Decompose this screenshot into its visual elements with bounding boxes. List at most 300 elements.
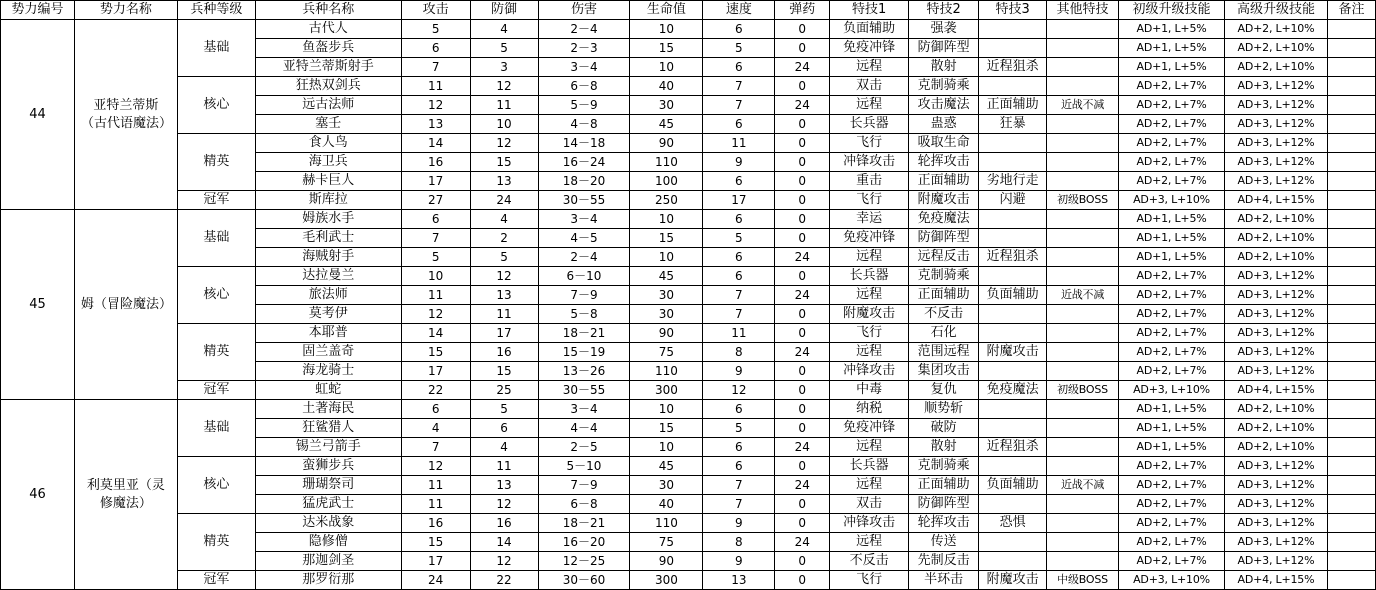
basic-upgrade-cell[interactable]: AD+2, L+7%: [1119, 77, 1225, 96]
note-cell[interactable]: [1327, 324, 1375, 343]
other-skill-cell[interactable]: [1047, 514, 1119, 533]
defense-cell[interactable]: 13: [470, 286, 538, 305]
skill1-cell[interactable]: 冲锋攻击: [830, 514, 909, 533]
advanced-upgrade-cell[interactable]: AD+4, L+15%: [1224, 191, 1327, 210]
defense-cell[interactable]: 12: [470, 552, 538, 571]
skill3-cell[interactable]: 近程狙杀: [979, 58, 1047, 77]
unit-tier-cell[interactable]: 核心: [177, 267, 255, 324]
defense-cell[interactable]: 5: [470, 248, 538, 267]
unit-name-cell[interactable]: 本耶普: [255, 324, 401, 343]
unit-tier-cell[interactable]: 冠军: [177, 571, 255, 590]
ammo-cell[interactable]: 0: [775, 552, 830, 571]
advanced-upgrade-cell[interactable]: AD+2, L+10%: [1224, 248, 1327, 267]
speed-cell[interactable]: 11: [703, 324, 775, 343]
attack-cell[interactable]: 11: [401, 77, 470, 96]
column-header[interactable]: 兵种等级: [177, 1, 255, 20]
hp-cell[interactable]: 30: [630, 476, 703, 495]
ammo-cell[interactable]: 0: [775, 267, 830, 286]
attack-cell[interactable]: 7: [401, 58, 470, 77]
column-header[interactable]: 弹药: [775, 1, 830, 20]
skill1-cell[interactable]: 飞行: [830, 571, 909, 590]
hp-cell[interactable]: 30: [630, 305, 703, 324]
unit-tier-cell[interactable]: 冠军: [177, 381, 255, 400]
damage-cell[interactable]: 18－21: [538, 324, 630, 343]
speed-cell[interactable]: 5: [703, 39, 775, 58]
skill1-cell[interactable]: 远程: [830, 96, 909, 115]
other-skill-cell[interactable]: [1047, 362, 1119, 381]
column-header[interactable]: 特技3: [979, 1, 1047, 20]
speed-cell[interactable]: 6: [703, 58, 775, 77]
hp-cell[interactable]: 90: [630, 552, 703, 571]
speed-cell[interactable]: 6: [703, 20, 775, 39]
attack-cell[interactable]: 27: [401, 191, 470, 210]
advanced-upgrade-cell[interactable]: AD+3, L+12%: [1224, 172, 1327, 191]
attack-cell[interactable]: 17: [401, 362, 470, 381]
column-header[interactable]: 伤害: [538, 1, 630, 20]
damage-cell[interactable]: 6－8: [538, 77, 630, 96]
skill3-cell[interactable]: [979, 362, 1047, 381]
unit-name-cell[interactable]: 海卫兵: [255, 153, 401, 172]
hp-cell[interactable]: 15: [630, 39, 703, 58]
unit-name-cell[interactable]: 赫卡巨人: [255, 172, 401, 191]
basic-upgrade-cell[interactable]: AD+1, L+5%: [1119, 400, 1225, 419]
skill1-cell[interactable]: 冲锋攻击: [830, 153, 909, 172]
skill3-cell[interactable]: 近程狙杀: [979, 248, 1047, 267]
hp-cell[interactable]: 45: [630, 267, 703, 286]
skill2-cell[interactable]: 克制骑乘: [909, 267, 979, 286]
advanced-upgrade-cell[interactable]: AD+3, L+12%: [1224, 115, 1327, 134]
skill3-cell[interactable]: [979, 134, 1047, 153]
skill3-cell[interactable]: [979, 495, 1047, 514]
other-skill-cell[interactable]: 近战不减: [1047, 286, 1119, 305]
damage-cell[interactable]: 16－20: [538, 533, 630, 552]
attack-cell[interactable]: 11: [401, 286, 470, 305]
unit-name-cell[interactable]: 达米战象: [255, 514, 401, 533]
damage-cell[interactable]: 4－4: [538, 419, 630, 438]
speed-cell[interactable]: 9: [703, 514, 775, 533]
attack-cell[interactable]: 5: [401, 248, 470, 267]
attack-cell[interactable]: 12: [401, 305, 470, 324]
faction-name-cell[interactable]: 利莫里亚（灵修魔法）: [74, 400, 177, 590]
other-skill-cell[interactable]: [1047, 172, 1119, 191]
unit-name-cell[interactable]: 亚特兰蒂斯射手: [255, 58, 401, 77]
skill1-cell[interactable]: 不反击: [830, 552, 909, 571]
skill1-cell[interactable]: 附魔攻击: [830, 305, 909, 324]
basic-upgrade-cell[interactable]: AD+2, L+7%: [1119, 362, 1225, 381]
unit-tier-cell[interactable]: 核心: [177, 77, 255, 134]
damage-cell[interactable]: 30－60: [538, 571, 630, 590]
advanced-upgrade-cell[interactable]: AD+2, L+10%: [1224, 400, 1327, 419]
damage-cell[interactable]: 13－26: [538, 362, 630, 381]
note-cell[interactable]: [1327, 457, 1375, 476]
unit-name-cell[interactable]: 猛虎武士: [255, 495, 401, 514]
other-skill-cell[interactable]: [1047, 438, 1119, 457]
skill1-cell[interactable]: 远程: [830, 286, 909, 305]
skill3-cell[interactable]: [979, 419, 1047, 438]
advanced-upgrade-cell[interactable]: AD+4, L+15%: [1224, 381, 1327, 400]
note-cell[interactable]: [1327, 191, 1375, 210]
damage-cell[interactable]: 16－24: [538, 153, 630, 172]
skill2-cell[interactable]: 散射: [909, 58, 979, 77]
faction-name-cell[interactable]: 亚特兰蒂斯（古代语魔法）: [74, 20, 177, 210]
speed-cell[interactable]: 6: [703, 248, 775, 267]
basic-upgrade-cell[interactable]: AD+3, L+10%: [1119, 381, 1225, 400]
basic-upgrade-cell[interactable]: AD+2, L+7%: [1119, 343, 1225, 362]
hp-cell[interactable]: 10: [630, 438, 703, 457]
skill2-cell[interactable]: 蛊惑: [909, 115, 979, 134]
basic-upgrade-cell[interactable]: AD+2, L+7%: [1119, 457, 1225, 476]
advanced-upgrade-cell[interactable]: AD+3, L+12%: [1224, 514, 1327, 533]
speed-cell[interactable]: 12: [703, 381, 775, 400]
defense-cell[interactable]: 5: [470, 39, 538, 58]
ammo-cell[interactable]: 24: [775, 58, 830, 77]
defense-cell[interactable]: 11: [470, 96, 538, 115]
advanced-upgrade-cell[interactable]: AD+3, L+12%: [1224, 77, 1327, 96]
skill3-cell[interactable]: [979, 324, 1047, 343]
ammo-cell[interactable]: 24: [775, 438, 830, 457]
attack-cell[interactable]: 12: [401, 96, 470, 115]
hp-cell[interactable]: 300: [630, 571, 703, 590]
other-skill-cell[interactable]: [1047, 134, 1119, 153]
skill1-cell[interactable]: 飞行: [830, 134, 909, 153]
other-skill-cell[interactable]: 近战不减: [1047, 476, 1119, 495]
damage-cell[interactable]: 5－9: [538, 96, 630, 115]
note-cell[interactable]: [1327, 77, 1375, 96]
basic-upgrade-cell[interactable]: AD+1, L+5%: [1119, 20, 1225, 39]
column-header[interactable]: 其他特技: [1047, 1, 1119, 20]
hp-cell[interactable]: 15: [630, 229, 703, 248]
skill1-cell[interactable]: 幸运: [830, 210, 909, 229]
note-cell[interactable]: [1327, 39, 1375, 58]
other-skill-cell[interactable]: [1047, 229, 1119, 248]
hp-cell[interactable]: 75: [630, 343, 703, 362]
skill3-cell[interactable]: [979, 552, 1047, 571]
column-header[interactable]: 特技2: [909, 1, 979, 20]
column-header[interactable]: 高级升级技能: [1224, 1, 1327, 20]
unit-name-cell[interactable]: 土著海民: [255, 400, 401, 419]
column-header[interactable]: 攻击: [401, 1, 470, 20]
skill2-cell[interactable]: 破防: [909, 419, 979, 438]
skill1-cell[interactable]: 远程: [830, 476, 909, 495]
unit-tier-cell[interactable]: 精英: [177, 134, 255, 191]
advanced-upgrade-cell[interactable]: AD+3, L+12%: [1224, 495, 1327, 514]
speed-cell[interactable]: 6: [703, 172, 775, 191]
ammo-cell[interactable]: 0: [775, 210, 830, 229]
damage-cell[interactable]: 7－9: [538, 286, 630, 305]
note-cell[interactable]: [1327, 248, 1375, 267]
unit-name-cell[interactable]: 珊瑚祭司: [255, 476, 401, 495]
defense-cell[interactable]: 24: [470, 191, 538, 210]
attack-cell[interactable]: 14: [401, 324, 470, 343]
attack-cell[interactable]: 16: [401, 514, 470, 533]
skill2-cell[interactable]: 不反击: [909, 305, 979, 324]
damage-cell[interactable]: 5－8: [538, 305, 630, 324]
skill3-cell[interactable]: [979, 77, 1047, 96]
ammo-cell[interactable]: 0: [775, 362, 830, 381]
unit-name-cell[interactable]: 莫考伊: [255, 305, 401, 324]
hp-cell[interactable]: 30: [630, 286, 703, 305]
skill2-cell[interactable]: 范围远程: [909, 343, 979, 362]
defense-cell[interactable]: 16: [470, 514, 538, 533]
other-skill-cell[interactable]: [1047, 77, 1119, 96]
skill1-cell[interactable]: 长兵器: [830, 457, 909, 476]
column-header[interactable]: 备注: [1327, 1, 1375, 20]
damage-cell[interactable]: 2－4: [538, 20, 630, 39]
hp-cell[interactable]: 10: [630, 58, 703, 77]
advanced-upgrade-cell[interactable]: AD+3, L+12%: [1224, 96, 1327, 115]
other-skill-cell[interactable]: [1047, 115, 1119, 134]
speed-cell[interactable]: 6: [703, 438, 775, 457]
skill2-cell[interactable]: 克制骑乘: [909, 457, 979, 476]
attack-cell[interactable]: 11: [401, 495, 470, 514]
advanced-upgrade-cell[interactable]: AD+3, L+12%: [1224, 457, 1327, 476]
note-cell[interactable]: [1327, 229, 1375, 248]
other-skill-cell[interactable]: [1047, 58, 1119, 77]
advanced-upgrade-cell[interactable]: AD+2, L+10%: [1224, 39, 1327, 58]
defense-cell[interactable]: 3: [470, 58, 538, 77]
basic-upgrade-cell[interactable]: AD+2, L+7%: [1119, 514, 1225, 533]
unit-name-cell[interactable]: 固兰盖奇: [255, 343, 401, 362]
basic-upgrade-cell[interactable]: AD+2, L+7%: [1119, 533, 1225, 552]
defense-cell[interactable]: 4: [470, 210, 538, 229]
note-cell[interactable]: [1327, 419, 1375, 438]
attack-cell[interactable]: 4: [401, 419, 470, 438]
unit-tier-cell[interactable]: 基础: [177, 400, 255, 457]
speed-cell[interactable]: 6: [703, 115, 775, 134]
skill1-cell[interactable]: 免疫冲锋: [830, 39, 909, 58]
skill2-cell[interactable]: 正面辅助: [909, 172, 979, 191]
column-header[interactable]: 生命值: [630, 1, 703, 20]
damage-cell[interactable]: 6－8: [538, 495, 630, 514]
ammo-cell[interactable]: 0: [775, 419, 830, 438]
defense-cell[interactable]: 16: [470, 343, 538, 362]
damage-cell[interactable]: 4－5: [538, 229, 630, 248]
defense-cell[interactable]: 2: [470, 229, 538, 248]
faction-id-cell[interactable]: 46: [1, 400, 75, 590]
attack-cell[interactable]: 13: [401, 115, 470, 134]
ammo-cell[interactable]: 24: [775, 96, 830, 115]
skill2-cell[interactable]: 远程反击: [909, 248, 979, 267]
skill3-cell[interactable]: 正面辅助: [979, 96, 1047, 115]
skill3-cell[interactable]: [979, 457, 1047, 476]
other-skill-cell[interactable]: [1047, 267, 1119, 286]
defense-cell[interactable]: 12: [470, 267, 538, 286]
damage-cell[interactable]: 30－55: [538, 191, 630, 210]
hp-cell[interactable]: 110: [630, 362, 703, 381]
skill2-cell[interactable]: 正面辅助: [909, 476, 979, 495]
basic-upgrade-cell[interactable]: AD+2, L+7%: [1119, 115, 1225, 134]
advanced-upgrade-cell[interactable]: AD+2, L+10%: [1224, 20, 1327, 39]
skill3-cell[interactable]: [979, 533, 1047, 552]
defense-cell[interactable]: 4: [470, 20, 538, 39]
unit-name-cell[interactable]: 虹蛇: [255, 381, 401, 400]
ammo-cell[interactable]: 24: [775, 476, 830, 495]
other-skill-cell[interactable]: [1047, 210, 1119, 229]
note-cell[interactable]: [1327, 115, 1375, 134]
skill3-cell[interactable]: [979, 20, 1047, 39]
note-cell[interactable]: [1327, 438, 1375, 457]
unit-name-cell[interactable]: 毛利武士: [255, 229, 401, 248]
other-skill-cell[interactable]: [1047, 39, 1119, 58]
column-header[interactable]: 兵种名称: [255, 1, 401, 20]
basic-upgrade-cell[interactable]: AD+2, L+7%: [1119, 476, 1225, 495]
other-skill-cell[interactable]: 初级BOSS: [1047, 381, 1119, 400]
basic-upgrade-cell[interactable]: AD+1, L+5%: [1119, 39, 1225, 58]
damage-cell[interactable]: 6－10: [538, 267, 630, 286]
basic-upgrade-cell[interactable]: AD+3, L+10%: [1119, 571, 1225, 590]
basic-upgrade-cell[interactable]: AD+1, L+5%: [1119, 210, 1225, 229]
skill2-cell[interactable]: 轮挥攻击: [909, 153, 979, 172]
speed-cell[interactable]: 6: [703, 210, 775, 229]
damage-cell[interactable]: 18－20: [538, 172, 630, 191]
skill1-cell[interactable]: 远程: [830, 248, 909, 267]
note-cell[interactable]: [1327, 400, 1375, 419]
skill2-cell[interactable]: 散射: [909, 438, 979, 457]
skill1-cell[interactable]: 重击: [830, 172, 909, 191]
speed-cell[interactable]: 9: [703, 552, 775, 571]
unit-name-cell[interactable]: 海龙骑士: [255, 362, 401, 381]
other-skill-cell[interactable]: 初级BOSS: [1047, 191, 1119, 210]
skill3-cell[interactable]: [979, 400, 1047, 419]
advanced-upgrade-cell[interactable]: AD+3, L+12%: [1224, 267, 1327, 286]
note-cell[interactable]: [1327, 153, 1375, 172]
defense-cell[interactable]: 6: [470, 419, 538, 438]
other-skill-cell[interactable]: [1047, 343, 1119, 362]
hp-cell[interactable]: 90: [630, 134, 703, 153]
advanced-upgrade-cell[interactable]: AD+3, L+12%: [1224, 324, 1327, 343]
speed-cell[interactable]: 6: [703, 400, 775, 419]
unit-name-cell[interactable]: 那罗衍那: [255, 571, 401, 590]
unit-tier-cell[interactable]: 精英: [177, 514, 255, 571]
skill2-cell[interactable]: 防御阵型: [909, 229, 979, 248]
speed-cell[interactable]: 7: [703, 305, 775, 324]
faction-name-cell[interactable]: 姆（冒险魔法）: [74, 210, 177, 400]
skill2-cell[interactable]: 吸取生命: [909, 134, 979, 153]
unit-name-cell[interactable]: 蛮狮步兵: [255, 457, 401, 476]
skill3-cell[interactable]: 狂暴: [979, 115, 1047, 134]
hp-cell[interactable]: 10: [630, 400, 703, 419]
other-skill-cell[interactable]: [1047, 20, 1119, 39]
attack-cell[interactable]: 15: [401, 533, 470, 552]
unit-name-cell[interactable]: 远古法师: [255, 96, 401, 115]
defense-cell[interactable]: 10: [470, 115, 538, 134]
basic-upgrade-cell[interactable]: AD+1, L+5%: [1119, 438, 1225, 457]
speed-cell[interactable]: 8: [703, 533, 775, 552]
attack-cell[interactable]: 14: [401, 134, 470, 153]
hp-cell[interactable]: 100: [630, 172, 703, 191]
note-cell[interactable]: [1327, 286, 1375, 305]
other-skill-cell[interactable]: [1047, 457, 1119, 476]
other-skill-cell[interactable]: 中级BOSS: [1047, 571, 1119, 590]
basic-upgrade-cell[interactable]: AD+1, L+5%: [1119, 248, 1225, 267]
attack-cell[interactable]: 11: [401, 476, 470, 495]
ammo-cell[interactable]: 0: [775, 115, 830, 134]
skill1-cell[interactable]: 飞行: [830, 324, 909, 343]
defense-cell[interactable]: 11: [470, 305, 538, 324]
faction-id-cell[interactable]: 44: [1, 20, 75, 210]
defense-cell[interactable]: 15: [470, 153, 538, 172]
basic-upgrade-cell[interactable]: AD+3, L+10%: [1119, 191, 1225, 210]
defense-cell[interactable]: 15: [470, 362, 538, 381]
basic-upgrade-cell[interactable]: AD+2, L+7%: [1119, 286, 1225, 305]
basic-upgrade-cell[interactable]: AD+2, L+7%: [1119, 96, 1225, 115]
skill1-cell[interactable]: 冲锋攻击: [830, 362, 909, 381]
damage-cell[interactable]: 2－3: [538, 39, 630, 58]
attack-cell[interactable]: 6: [401, 210, 470, 229]
advanced-upgrade-cell[interactable]: AD+2, L+10%: [1224, 229, 1327, 248]
column-header[interactable]: 初级升级技能: [1119, 1, 1225, 20]
speed-cell[interactable]: 7: [703, 495, 775, 514]
speed-cell[interactable]: 6: [703, 457, 775, 476]
skill3-cell[interactable]: 负面辅助: [979, 476, 1047, 495]
note-cell[interactable]: [1327, 476, 1375, 495]
damage-cell[interactable]: 12－25: [538, 552, 630, 571]
unit-name-cell[interactable]: 斯库拉: [255, 191, 401, 210]
column-header[interactable]: 特技1: [830, 1, 909, 20]
hp-cell[interactable]: 45: [630, 115, 703, 134]
hp-cell[interactable]: 40: [630, 495, 703, 514]
skill1-cell[interactable]: 长兵器: [830, 267, 909, 286]
basic-upgrade-cell[interactable]: AD+1, L+5%: [1119, 419, 1225, 438]
skill2-cell[interactable]: 攻击魔法: [909, 96, 979, 115]
advanced-upgrade-cell[interactable]: AD+3, L+12%: [1224, 362, 1327, 381]
defense-cell[interactable]: 25: [470, 381, 538, 400]
ammo-cell[interactable]: 0: [775, 134, 830, 153]
hp-cell[interactable]: 15: [630, 419, 703, 438]
note-cell[interactable]: [1327, 362, 1375, 381]
unit-tier-cell[interactable]: 核心: [177, 457, 255, 514]
note-cell[interactable]: [1327, 172, 1375, 191]
speed-cell[interactable]: 8: [703, 343, 775, 362]
ammo-cell[interactable]: 0: [775, 172, 830, 191]
unit-name-cell[interactable]: 隐修僧: [255, 533, 401, 552]
unit-name-cell[interactable]: 那迦剑圣: [255, 552, 401, 571]
hp-cell[interactable]: 10: [630, 20, 703, 39]
speed-cell[interactable]: 9: [703, 362, 775, 381]
advanced-upgrade-cell[interactable]: AD+4, L+15%: [1224, 571, 1327, 590]
skill1-cell[interactable]: 中毒: [830, 381, 909, 400]
note-cell[interactable]: [1327, 305, 1375, 324]
note-cell[interactable]: [1327, 533, 1375, 552]
skill3-cell[interactable]: [979, 305, 1047, 324]
note-cell[interactable]: [1327, 343, 1375, 362]
ammo-cell[interactable]: 0: [775, 191, 830, 210]
skill2-cell[interactable]: 防御阵型: [909, 39, 979, 58]
speed-cell[interactable]: 5: [703, 229, 775, 248]
unit-name-cell[interactable]: 达拉曼兰: [255, 267, 401, 286]
skill3-cell[interactable]: [979, 210, 1047, 229]
speed-cell[interactable]: 7: [703, 77, 775, 96]
basic-upgrade-cell[interactable]: AD+2, L+7%: [1119, 267, 1225, 286]
skill3-cell[interactable]: [979, 229, 1047, 248]
skill2-cell[interactable]: 克制骑乘: [909, 77, 979, 96]
skill1-cell[interactable]: 远程: [830, 343, 909, 362]
other-skill-cell[interactable]: [1047, 495, 1119, 514]
attack-cell[interactable]: 12: [401, 457, 470, 476]
defense-cell[interactable]: 4: [470, 438, 538, 457]
defense-cell[interactable]: 11: [470, 457, 538, 476]
skill3-cell[interactable]: 负面辅助: [979, 286, 1047, 305]
basic-upgrade-cell[interactable]: AD+1, L+5%: [1119, 58, 1225, 77]
attack-cell[interactable]: 22: [401, 381, 470, 400]
unit-tier-cell[interactable]: 冠军: [177, 191, 255, 210]
speed-cell[interactable]: 7: [703, 476, 775, 495]
hp-cell[interactable]: 300: [630, 381, 703, 400]
damage-cell[interactable]: 2－5: [538, 438, 630, 457]
note-cell[interactable]: [1327, 552, 1375, 571]
hp-cell[interactable]: 250: [630, 191, 703, 210]
ammo-cell[interactable]: 24: [775, 343, 830, 362]
